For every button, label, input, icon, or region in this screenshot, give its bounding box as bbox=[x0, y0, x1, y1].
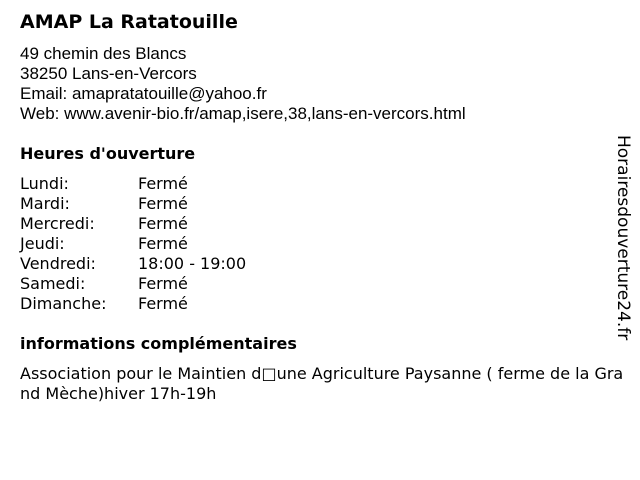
time-value: Fermé bbox=[138, 274, 188, 293]
time-value: Fermé bbox=[138, 174, 188, 193]
website-line: Web: www.avenir-bio.fr/amap,isere,38,lans-en-vercors.html bbox=[20, 104, 466, 123]
opening-hours-list bbox=[20, 174, 420, 314]
hours-row-friday bbox=[20, 254, 420, 274]
hours-row-thursday bbox=[20, 234, 420, 254]
day-label: Samedi: bbox=[20, 274, 86, 293]
email-line: Email: amapratatouille@yahoo.fr bbox=[20, 84, 267, 103]
time-value: Fermé bbox=[138, 194, 188, 213]
hours-row-monday bbox=[20, 174, 420, 194]
opening-hours-heading: Heures d'ouverture bbox=[20, 144, 196, 163]
business-name: AMAP La Ratatouille bbox=[20, 11, 238, 33]
hours-row-wednesday bbox=[20, 214, 420, 234]
address-street: 49 chemin des Blancs bbox=[20, 44, 187, 63]
additional-info-heading: informations complémentaires bbox=[20, 334, 297, 353]
site-watermark: Horairesdouverture24.fr bbox=[613, 135, 633, 341]
address-city: 38250 Lans-en-Vercors bbox=[20, 64, 197, 83]
address-block bbox=[20, 44, 466, 124]
day-label: Mardi: bbox=[20, 194, 70, 213]
hours-row-sunday bbox=[20, 294, 420, 314]
hours-row-tuesday bbox=[20, 194, 420, 214]
day-label: Jeudi: bbox=[20, 234, 65, 253]
day-label: Mercredi: bbox=[20, 214, 95, 233]
hours-row-saturday bbox=[20, 274, 420, 294]
day-label: Dimanche: bbox=[20, 294, 107, 313]
time-value: Fermé bbox=[138, 294, 188, 313]
time-value: Fermé bbox=[138, 214, 188, 233]
additional-info-text: Association pour le Maintien d□une Agriculture Paysanne ( ferme de la Grand Mèche)hiver 17h-19h bbox=[20, 364, 624, 403]
day-label: Lundi: bbox=[20, 174, 69, 193]
time-value: 18:00 - 19:00 bbox=[138, 254, 247, 273]
day-label: Vendredi: bbox=[20, 254, 96, 273]
time-value: Fermé bbox=[138, 234, 188, 253]
